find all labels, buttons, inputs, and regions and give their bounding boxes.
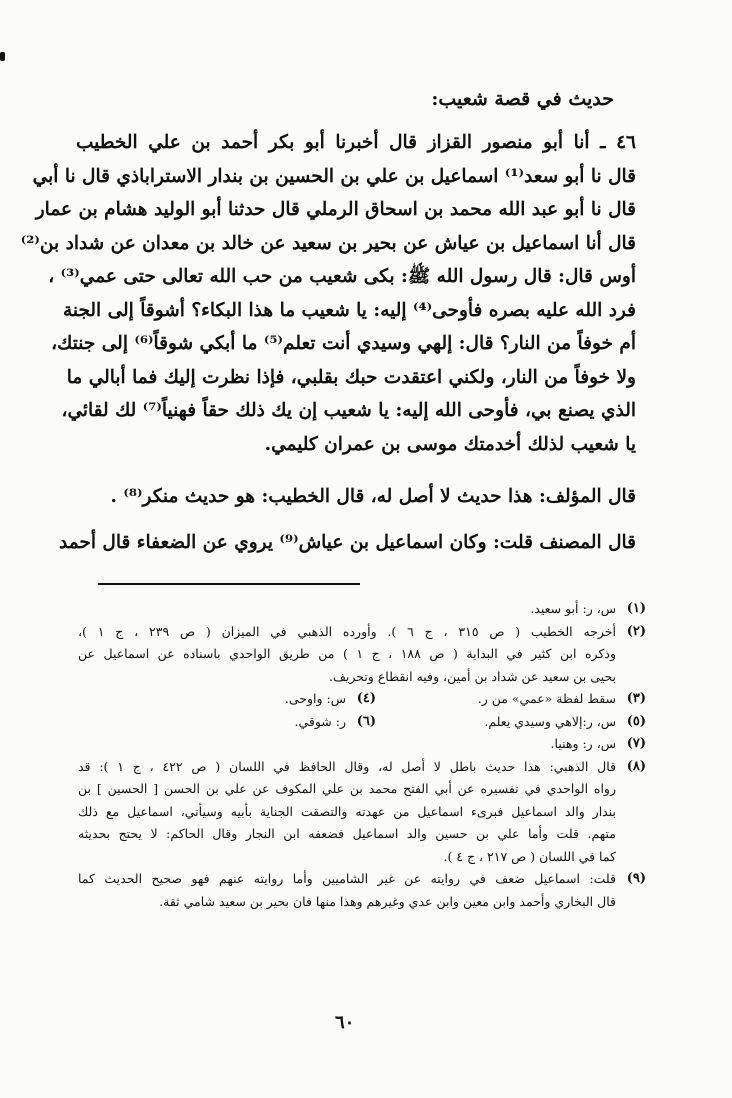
footnote-line: قلت: اسماعيل ضعف في روايته عن غير الشاميين وأما روايته عنهم فهو صحيح الحديث كما: [78, 871, 616, 886]
footnote-pair: [78, 688, 646, 711]
footnote-9: [78, 868, 646, 913]
footnote-number: (٢): [626, 623, 646, 639]
footnote-line: متهم. قلت وأما علي بن حسين والد اسماعيل فضعفه ابن النجار وقال الحاكم: لا يحتج بحديثه: [78, 826, 616, 841]
text-line: قال أنا اسماعيل بن عياش عن بحير بن سعيد عن خالد بن معدان عن شداد بن⁽²⁾: [20, 232, 636, 254]
footnote-3: [376, 688, 646, 711]
footnote-line: س، ر: أبو سعيد.: [530, 601, 616, 616]
text-line: الذي يصنع بي، فأوحى الله إليه: يا شعيب إن يك ذلك حقاً فهنياً⁽⁷⁾ لك لقائي،: [61, 400, 636, 421]
footnote-separator: [98, 583, 360, 585]
text-line: قال نا أبو سعد⁽¹⁾ اسماعيل بن علي بن الحسين بن بندار الاستراباذي قال نا أبي: [32, 165, 636, 187]
footnote-4: [106, 688, 376, 711]
text-line: قال نا أبو عبد الله محمد بن اسحاق الرملي قال حدثنا أبو الوليد هشام بن عمار: [35, 199, 636, 220]
text-line: ٤٦ ـ أنا أبو منصور القزاز قال أخبرنا أبو بكر أحمد بن علي الخطيب: [76, 132, 636, 153]
footnote-line: س، ر: وهنيا.: [550, 736, 616, 751]
footnote-number: (٨): [626, 758, 646, 774]
footnote-6: [106, 711, 376, 734]
footnote-pair: [78, 711, 646, 734]
margin-mark: [0, 52, 5, 61]
footnote-text: [78, 756, 616, 869]
footnote-5: [376, 711, 646, 734]
footnote-7: [78, 733, 646, 756]
footnote-text: س، ر:إلاهي وسيدي يعلم.: [484, 713, 616, 729]
footnote-line: قال الذهبي: هذا حديث باطل لا أصل له، وقال الحافظ في اللسان ( ص ٤٢٢ ، ج ١ ): قد: [78, 758, 616, 774]
hadith-text: [20, 126, 636, 461]
text-line: أم خوفاً من النار؟ قال: إلهي وسيدي أنت تعلم⁽⁵⁾ ما أبكي شوقاً⁽⁶⁾ إلى جنتك،: [51, 333, 636, 354]
footnote-text: [78, 733, 616, 756]
footnote-number: (٣): [626, 691, 646, 706]
page-number: ٦٠: [335, 1012, 355, 1033]
footnote-text: ر: شوقي.: [294, 713, 346, 729]
footnote-line: كما في اللسان ( ص ٢١٧ ، ج ٤ ).: [443, 848, 616, 864]
footnote-1: [78, 598, 646, 621]
footnote-number: (٦): [356, 713, 376, 729]
text-line: فرد الله عليه بصره فأوحى⁽⁴⁾ إليه: يا شعيب ما هذا البكاء؟ أشوقاً إلى الجنة: [62, 299, 636, 321]
footnote-number: (٥): [626, 713, 646, 729]
text-line: ولا خوفاً من النار، ولكني اعتقدت حبك بقلبي، فإذا نظرت إليك فما أبالي ما: [66, 366, 636, 388]
text-line: أوس قال: قال رسول الله ﷺ: بكى شعيب من حب الله تعالى حتى عمي⁽³⁾ ،: [48, 266, 636, 287]
section-heading: حديث في قصة شعيب:: [431, 88, 614, 110]
footnote-text: [78, 621, 616, 689]
footnotes: [78, 598, 646, 913]
footnote-number: (٩): [626, 871, 646, 886]
footnote-8: [78, 756, 646, 869]
footnote-text: سقط لفظة «عمي» من ر.: [477, 691, 616, 706]
footnote-number: (٤): [356, 691, 376, 706]
footnote-line: أخرجه الخطيب ( ص ٣١٥ ، ج ٦ ). وأورده الذهبي في الميزان ( ص ٢٣٩ ، ج ١ )،: [78, 623, 616, 639]
footnote-2: [78, 621, 646, 689]
footnote-number: (١): [626, 601, 646, 616]
musannif-comment: قال المصنف قلت: وكان اسماعيل بن عياش⁽⁹⁾ يروي عن الضعفاء قال أحمد: [59, 532, 636, 553]
footnote-line: وذكره ابن كثير في البداية ( ص ١٨٨ ، ج ١ ) من طريق الواحدي باسناده عن اسماعيل عن: [78, 646, 616, 661]
footnote-line: بحيى بن سعيد عن شداد بن أمين، وفيه انقطاع وتحريف.: [328, 668, 616, 684]
author-comment: قال المؤلف: هذا حديث لا أصل له، قال الخطيب: هو حديث منكر⁽⁸⁾ .: [110, 486, 636, 507]
footnote-text: [78, 868, 616, 913]
footnote-line: رواه الواحدي في تفسيره عن أبي الفتح محمد بن علي المكوف عن علي بن الحسن [ الحسين ] بن: [78, 781, 616, 796]
footnote-text: [78, 598, 616, 621]
footnote-line: بندار والد اسماعيل فبرىء اسماعيل من عهدته والتصقت الجناية بأبيه وسيأتي، اسماعيل مع ذلك: [78, 803, 616, 819]
footnote-text: س: واوحى.: [284, 691, 346, 706]
footnote-line: قال البخاري وأحمد وابن معين وابن عدي وغيرهم وهذا منها فان بحير بن سعيد شامي ثقة.: [159, 893, 616, 909]
text-line: يا شعيب لذلك أخدمتك موسى بن عمران كليمي.: [264, 433, 636, 455]
footnote-number: (٧): [626, 736, 646, 751]
